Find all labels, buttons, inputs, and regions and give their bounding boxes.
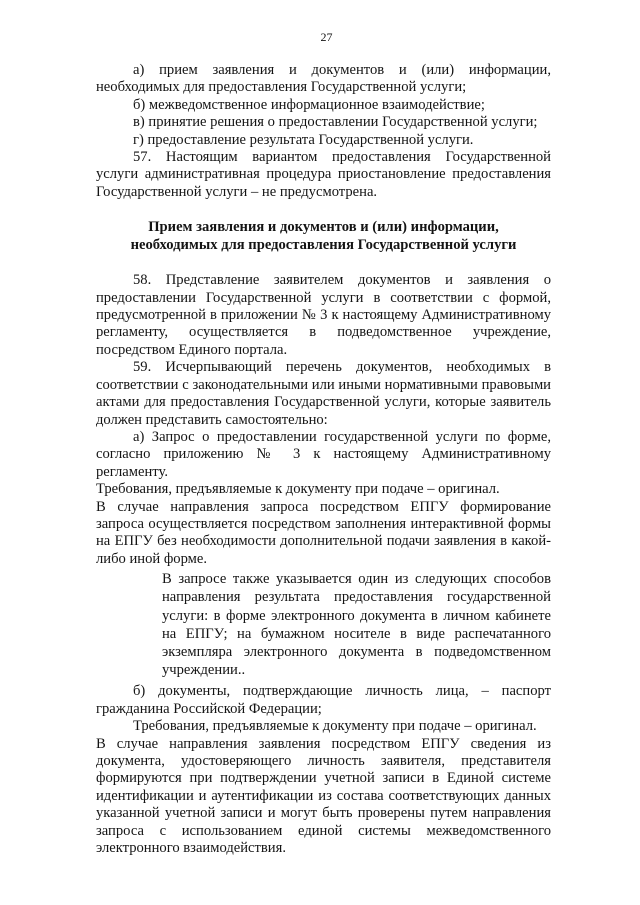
result-method-block: В запросе также указывается один из следующих способов направления результата предоставления государственной услуги: в форме электронного документа в личном кабинете на ЕПГУ; на бумажном носителе в виде распечатанного экземпляра электронного документа в подведомственном учреждении.. xyxy=(162,571,551,679)
paragraph-item-v: в) принятие решения о предоставлении Государственной услуги; xyxy=(133,114,538,131)
paragraph-item-a: а) прием заявления и документов и (или) информации, необходимых для предоставления Государственной услуги; xyxy=(96,62,551,96)
requirement-b: Требования, предъявляемые к документу при подаче – оригинал. xyxy=(133,718,537,735)
paragraph-57: 57. Настоящим вариантом предоставления Государственной услуги административная процедура приостановление предоставления Государственной услуги – не предусмотрена. xyxy=(96,149,551,200)
paragraph-item-b: б) межведомственное информационное взаимодействие; xyxy=(133,96,485,113)
epgu-note-a: В случае направления запроса посредством ЕПГУ формирование запроса осуществляется посредством заполнения интерактивной формы на ЕПГУ без необходимости дополнительной подачи заявления в какой-либо иной форме. xyxy=(96,498,551,567)
page-number: 27 xyxy=(320,30,333,44)
epgu-note-b: В случае направления заявления посредством ЕПГУ сведения из документа, удостоверяющего личность заявителя, представителя формируются при подтверждении учетной записи в Единой системе идентификации и аутентификации из состава соответствующих данных указанной учетной записи и могут быть проверены путем направления запроса с использованием единой системы межведомственного электронного взаимодействия. xyxy=(96,735,551,857)
paragraph-item-g: г) предоставление результата Государственной услуги. xyxy=(133,131,474,148)
requirement-a: Требования, предъявляемые к документу при подаче – оригинал. xyxy=(96,481,500,498)
section-heading xyxy=(96,218,551,254)
paragraph-59: 59. Исчерпывающий перечень документов, необходимых в соответствии с законодательными или иными нормативными правовыми актами для предоставления Государственной услуги, которые заявитель должен представить самостоятельно: xyxy=(96,359,551,428)
section-heading-line-1: Прием заявления и документов и (или) информации, xyxy=(148,219,499,236)
section-heading-line-2: необходимых для предоставления Государственной услуги xyxy=(130,237,517,254)
document-page xyxy=(96,30,551,857)
list-item-a: а) Запрос о предоставлении государственной услуги по форме, согласно приложению № 3 к настоящему Административному регламенту. xyxy=(96,428,551,480)
list-item-b: б) документы, подтверждающие личность лица, – паспорт гражданина Российской Федерации; xyxy=(96,683,551,717)
paragraph-58: 58. Представление заявителем документов и заявления о предоставлении Государственной услуги в соответствии с формой, предусмотренной в приложении № 3 к настоящему Административному регламенту, осуществляется в подведомственное учреждение, посредством Единого портала. xyxy=(96,272,551,358)
